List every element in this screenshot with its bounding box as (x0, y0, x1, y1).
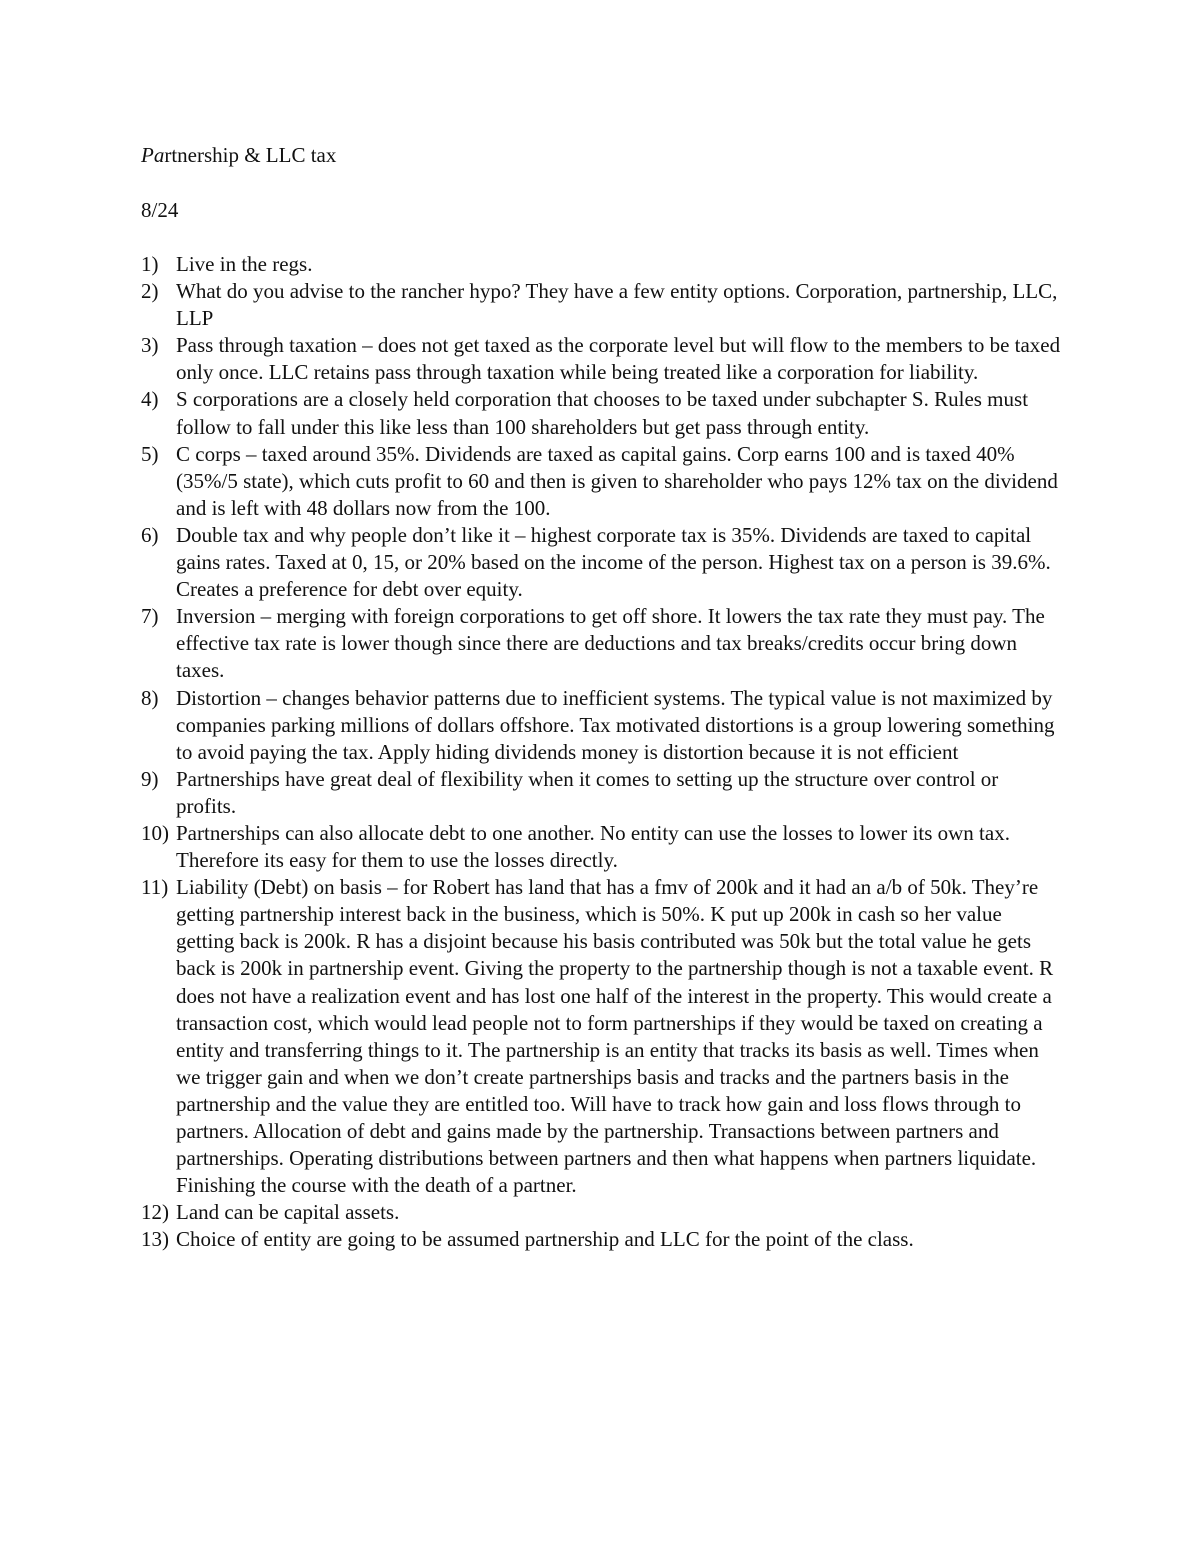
item-text: Pass through taxation – does not get taxed as the corporate level but will flow to the members to be taxed only once. LLC retains pass through taxation while being treated like a corporation for liability. (176, 333, 1061, 385)
list-item (141, 685, 1061, 766)
list-item (141, 332, 1061, 386)
item-text: What do you advise to the rancher hypo? They have a few entity options. Corporation, partnership, LLC, LLP (176, 279, 1058, 331)
item-number: 1) (141, 252, 159, 276)
item-text: Partnerships have great deal of flexibility when it comes to setting up the structure over control or profits. (176, 766, 999, 818)
list-item (141, 603, 1061, 684)
list-item (141, 278, 1061, 332)
list-item (141, 874, 1061, 1199)
list-item (141, 251, 1061, 278)
document-date: 8/24 (141, 198, 179, 222)
item-number: 10) (141, 820, 169, 845)
list-item (141, 1226, 1061, 1253)
item-text: Land can be capital assets. (176, 1200, 400, 1225)
item-text: C corps – taxed around 35%. Dividends are taxed as capital gains. Corp earns 100 and is taxed 40% (35%/5 state), which cuts profit to 60 and then is given to shareholder who pays 12% tax on the dividend and is left with 48 dollars now from the 100. (176, 441, 1058, 520)
item-text: Distortion – changes behavior patterns due to inefficient systems. The typical value is not maximized by companies parking millions of dollars offshore. Tax motivated distortions is a group lowering something to avoid paying the tax. Apply hiding dividends money is distortion because it is not efficient (176, 685, 1055, 764)
document-title (141, 142, 336, 169)
item-number: 2) (141, 279, 159, 304)
item-number: 3) (141, 333, 159, 358)
list-item (141, 1199, 1061, 1226)
list-item (141, 441, 1061, 522)
item-number: 9) (141, 766, 159, 791)
item-text: Live in the regs. (176, 252, 313, 276)
item-text: S corporations are a closely held corporation that chooses to be taxed under subchapter S. Rules must follow to fall under this like less than 100 shareholders but get pass through entity. (176, 387, 1029, 439)
item-number: 8) (141, 685, 159, 710)
list-item (141, 522, 1061, 603)
list-item (141, 820, 1061, 874)
item-number: 7) (141, 604, 159, 629)
item-text: Liability (Debt) on basis – for Robert has land that has a fmv of 200k and it had an a/b of 50k. They’re getting partnership interest back in the business, which is 50%. K put up 200k in cash so her value getting back is 200k. R has a disjoint because his basis contributed was 50k but the total value he gets back is 200k in partnership event. Giving the property to the partnership though is not a taxable event. R does not have a realization event and has lost one half of the interest in the property. This would create a transaction cost, which would lead people not to form partnerships if they would be taxed on creating a entity and transferring things to it. The partnership is an entity that tracks its basis as well. Times when we trigger gain and when we don’t create partnerships basis and tracks and the partners basis in the partnership and the value they are entitled too. Will have to track how gain and loss flows through to partners. Allocation of debt and gains made by the partnership. Transactions between partners and partnerships. Operating distributions between partners and then what happens when partners liquidate. Finishing the course with the death of a partner. (176, 875, 1054, 1198)
notes-list (141, 251, 1061, 1253)
item-number: 12) (141, 1200, 169, 1225)
title-rest: rtnership & LLC tax (164, 143, 337, 167)
list-item (141, 766, 1061, 820)
list-item (141, 386, 1061, 440)
item-text: Double tax and why people don’t like it – highest corporate tax is 35%. Dividends are taxed to capital gains rates. Taxed at 0, 15, or 20% based on the income of the person. Highest tax on a person is 39.6%. Creates a preference for debt over equity. (176, 522, 1051, 602)
item-text: Partnerships can also allocate debt to one another. No entity can use the losses to lower its own tax. Therefore its easy for them to use the losses directly. (176, 820, 1010, 873)
item-number: 13) (141, 1227, 169, 1252)
item-number: 5) (141, 441, 159, 466)
item-text: Choice of entity are going to be assumed partnership and LLC for the point of the class. (176, 1227, 914, 1252)
item-text: Inversion – merging with foreign corporations to get off shore. It lowers the tax rate they must pay. The effective tax rate is lower though since there are deductions and tax breaks/credits occur bring down taxes. (176, 604, 1045, 683)
title-italic-part: Pa (141, 143, 165, 167)
item-number: 11) (141, 875, 169, 900)
item-number: 6) (141, 522, 159, 547)
item-number: 4) (141, 387, 159, 412)
